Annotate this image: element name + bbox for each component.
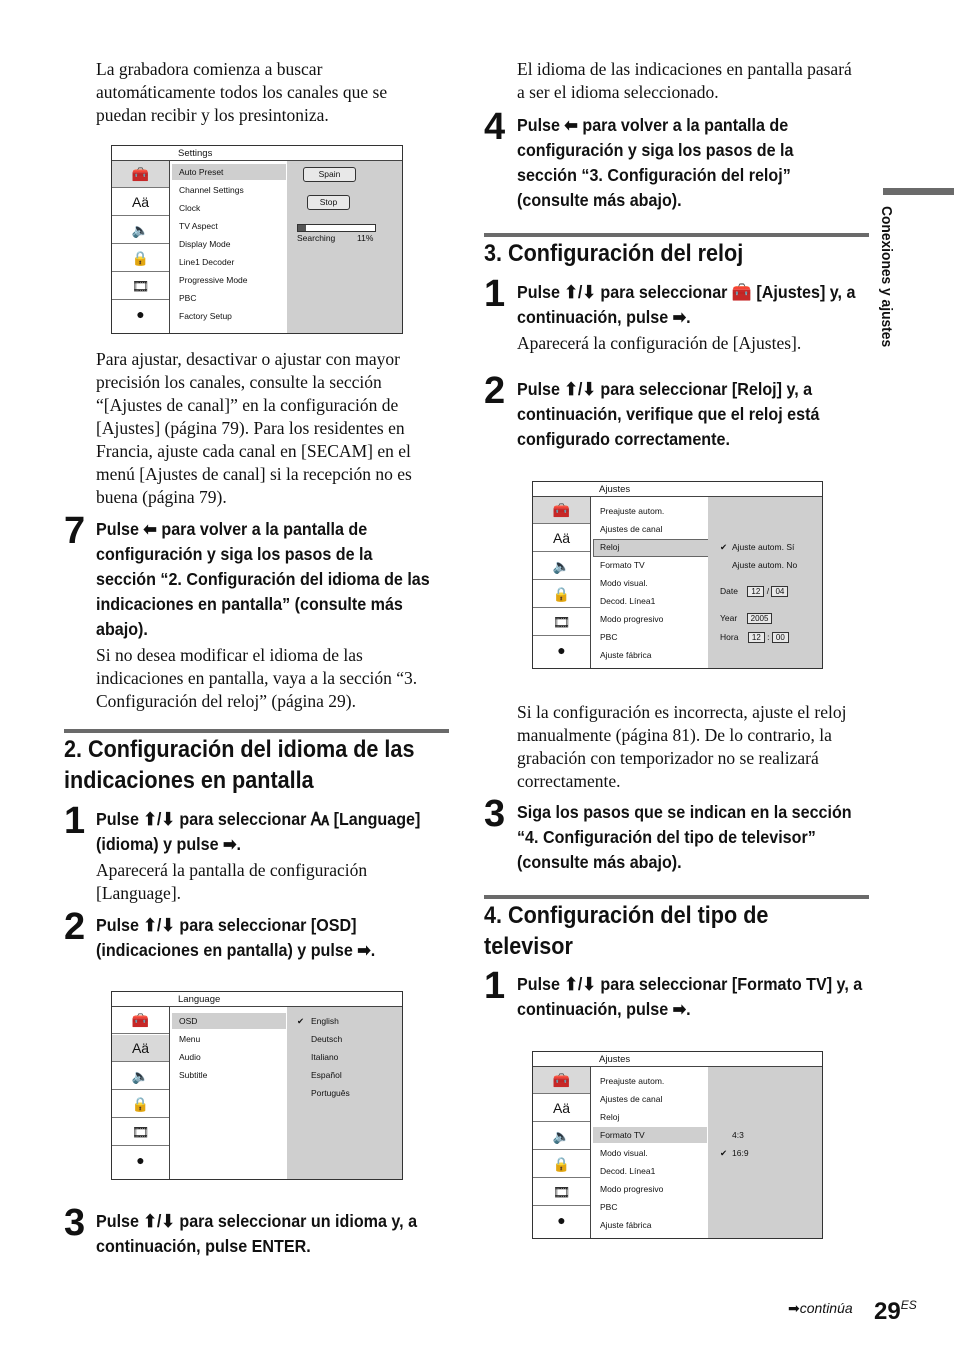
language-icon: Aä (112, 189, 169, 216)
progress-fill (298, 225, 306, 231)
progress-bar (297, 224, 376, 232)
step-note: Aparecerá la configuración de [Ajustes]. (517, 333, 802, 353)
step-number: 2 (64, 906, 86, 948)
screen-title: Settings (178, 148, 213, 159)
screen-title: Ajustes (599, 1054, 631, 1065)
toolbox-icon: 🧰 (112, 1007, 169, 1034)
film-icon: 🎞 (112, 273, 169, 300)
continua-text: continúa (799, 1300, 853, 1316)
clock-menu (592, 497, 706, 668)
disc-icon: ● (557, 642, 566, 658)
stop-button: Stop (307, 195, 350, 210)
menu-item: Modo progresivo (600, 1184, 664, 1194)
step-number: 1 (484, 965, 506, 1007)
check-icon: ✔ (297, 1016, 305, 1026)
step-number: 3 (484, 793, 506, 835)
menu-item: Progressive Mode (179, 275, 248, 285)
hour-value: 12 (748, 632, 765, 643)
step-instruction: Pulse ⬆/⬇ para seleccionar [Reloj] y, a continuación, verifique que el reloj está configurado correctamente. (517, 379, 820, 449)
settings-panel (287, 161, 402, 333)
menu-item: Decod. Línea1 (600, 596, 656, 606)
year-label: Year (720, 613, 738, 623)
hour-label: Hora (720, 632, 739, 642)
menu-item: Modo visual. (600, 1148, 648, 1158)
step-instruction: Pulse ⬅ para volver a la pantalla de configuración y siga los pasos de la sección “2. Configuración del idioma de las indicaciones en pantalla” (consulte más abajo). (96, 519, 430, 639)
disc-icon: ● (557, 1212, 566, 1228)
menu-item: Ajuste fábrica (600, 650, 652, 660)
page-number-value: 29 (874, 1298, 901, 1325)
year-row (720, 613, 772, 624)
disc-icon: ● (136, 306, 145, 322)
check-icon: ✔ (720, 1148, 728, 1158)
step-number: 3 (64, 1202, 86, 1244)
speaker-icon: 🔈 (112, 217, 169, 244)
menu-item: Reloj (600, 1112, 620, 1122)
continua-indicator (788, 1300, 853, 1317)
clock-screen (532, 481, 823, 669)
menu-item: Audio (179, 1052, 201, 1062)
menu-item: TV Aspect (179, 221, 218, 231)
page-lang: ES (900, 1298, 917, 1312)
date-label: Date (720, 586, 738, 596)
menu-item: OSD (179, 1016, 198, 1026)
menu-item: Factory Setup (179, 311, 232, 321)
section-title-tv: 4. Configuración del tipo de televisor (484, 902, 769, 960)
menu-item: Modo progresivo (600, 614, 664, 624)
menu-item: Ajustes de canal (600, 524, 663, 534)
menu-item: Formato TV (600, 560, 645, 570)
icon-column (112, 161, 170, 333)
screen-title: Ajustes (599, 484, 631, 495)
menu-item: Decod. Línea1 (600, 1166, 656, 1176)
disc-icon: ● (136, 1152, 145, 1168)
film-icon: 🎞 (533, 609, 590, 636)
step-number: 1 (64, 800, 86, 842)
language-icon: Aä (533, 1095, 590, 1122)
step-instruction: Pulse ⬆/⬇ para seleccionar un idioma y, a continuación, pulse ENTER. (96, 1211, 418, 1256)
clock-panel (708, 497, 822, 668)
icon-column (533, 497, 591, 668)
step-number: 2 (484, 370, 506, 412)
step-number: 4 (484, 106, 506, 148)
option-item: 4:3 (732, 1130, 744, 1140)
menu-item: Preajuste autom. (600, 506, 665, 516)
intro-text: La grabadora comienza a buscar automáticamente todos los canales que se puedan recibir y los presintoniza. (96, 59, 388, 125)
section-rule (64, 729, 449, 733)
speaker-icon: 🔈 (112, 1063, 169, 1090)
option-item: Ajuste autom. Sí (732, 542, 795, 552)
screen-title: Language (178, 994, 221, 1005)
lock-icon: 🔒 (533, 1151, 590, 1178)
language-icon: Aä (533, 525, 590, 552)
step-note: Si no desea modificar el idioma de las indicaciones en pantalla, vaya a la sección “3. Configuración del reloj” (página 29). (96, 645, 418, 711)
menu-item: PBC (600, 632, 618, 642)
menu-item: Formato TV (600, 1130, 645, 1140)
month-value: 04 (771, 586, 788, 597)
side-tab-label: Conexiones y ajustes (878, 206, 895, 348)
step-number: 7 (64, 510, 86, 552)
tv-format-screen (532, 1051, 823, 1239)
language-icon: Aä (112, 1035, 169, 1062)
section-rule (484, 895, 869, 899)
film-icon: 🎞 (112, 1119, 169, 1146)
lock-icon: 🔒 (533, 581, 590, 608)
option-item: Ajuste autom. No (732, 560, 798, 570)
menu-item: Ajustes de canal (600, 1094, 663, 1104)
tv-options (708, 1067, 822, 1238)
section-title-language: 2. Configuración del idioma de las indicaciones en pantalla (64, 736, 415, 794)
option-item: English (311, 1016, 339, 1026)
toolbox-icon: 🧰 (533, 1067, 590, 1094)
hour-row (720, 632, 789, 643)
country-button: Spain (303, 167, 356, 182)
option-item: Deutsch (311, 1034, 343, 1044)
arrow-right-icon: ➡ (788, 1300, 800, 1316)
minute-value: 00 (772, 632, 789, 643)
searching-label: Searching (297, 233, 336, 243)
toolbox-icon: 🧰 (112, 161, 169, 188)
side-tab-bar (883, 188, 954, 195)
section-title-clock: 3. Configuración del reloj (484, 240, 744, 267)
option-item: Español (311, 1070, 342, 1080)
settings-screen (111, 145, 403, 334)
step-instruction: Pulse ⬆/⬇ para seleccionar [Formato TV] y, a continuación, pulse ➡. (517, 974, 863, 1019)
menu-item: Modo visual. (600, 578, 648, 588)
menu-item: Preajuste autom. (600, 1076, 665, 1086)
intro-text: El idioma de las indicaciones en pantalla pasará a ser el idioma seleccionado. (517, 59, 852, 102)
menu-item: Subtitle (179, 1070, 208, 1080)
menu-item: Line1 Decoder (179, 257, 235, 267)
menu-item: PBC (179, 293, 197, 303)
menu-item: Menu (179, 1034, 201, 1044)
clock-note: Si la configuración es incorrecta, ajuste el reloj manualmente (página 81). De lo contrario, la grabación con temporizador no se realizará correctamente. (517, 702, 847, 791)
icon-column (112, 1007, 170, 1179)
option-item: Italiano (311, 1052, 339, 1062)
film-icon: 🎞 (533, 1179, 590, 1206)
searching-percent: 11% (357, 233, 374, 243)
option-item: 16:9 (732, 1148, 749, 1158)
time-separator: : (767, 632, 770, 642)
step-instruction: Pulse ⬆/⬇ para seleccionar [OSD] (indicaciones en pantalla) y pulse ➡. (96, 915, 376, 960)
settings-menu (171, 161, 285, 333)
speaker-icon: 🔈 (533, 1123, 590, 1150)
date-row (720, 586, 788, 597)
day-value: 12 (747, 586, 764, 597)
menu-item: Reloj (600, 542, 620, 552)
step-number: 1 (484, 273, 506, 315)
tv-menu (592, 1067, 706, 1238)
menu-item: Ajuste fábrica (600, 1220, 652, 1230)
lock-icon: 🔒 (112, 1091, 169, 1118)
para-channels: Para ajustar, desactivar o ajustar con mayor precisión los canales, consulte la sección “[Ajustes de canal]” en la configuración de [Ajustes] (página 79). Para los residentes en Francia, ajuste cada canal en [SECAM] en el menú [Ajustes de canal] si la recepción no es buena (página 79). (96, 349, 412, 507)
menu-item: Channel Settings (179, 185, 244, 195)
toolbox-icon: 🧰 (533, 497, 590, 524)
section-rule (484, 233, 869, 237)
year-value: 2005 (747, 613, 773, 624)
language-options (287, 1007, 402, 1179)
menu-item: Display Mode (179, 239, 231, 249)
check-icon: ✔ (720, 542, 728, 552)
step-instruction: Pulse ⬅ para volver a la pantalla de configuración y siga los pasos de la sección “3. Configuración del reloj” (consulte más abajo). (517, 115, 794, 210)
page-number (874, 1298, 917, 1326)
step-note: Aparecerá la pantalla de configuración [Language]. (96, 860, 368, 903)
step-instruction: Pulse ⬆/⬇ para seleccionar 🗛 [Language] (idioma) y pulse ➡. (96, 809, 421, 854)
icon-column (533, 1067, 591, 1238)
language-screen (111, 991, 403, 1180)
menu-item: Clock (179, 203, 201, 213)
step-instruction: Siga los pasos que se indican en la sección “4. Configuración del tipo de televisor” (consulte más abajo). (517, 802, 852, 872)
menu-item: Auto Preset (179, 167, 224, 177)
menu-item: PBC (600, 1202, 618, 1212)
option-item: Português (311, 1088, 350, 1098)
date-separator: / (766, 586, 770, 596)
speaker-icon: 🔈 (533, 553, 590, 580)
language-menu (171, 1007, 285, 1179)
step-instruction: Pulse ⬆/⬇ para seleccionar 🧰 [Ajustes] y, a continuación, pulse ➡. (517, 282, 856, 327)
lock-icon: 🔒 (112, 245, 169, 272)
